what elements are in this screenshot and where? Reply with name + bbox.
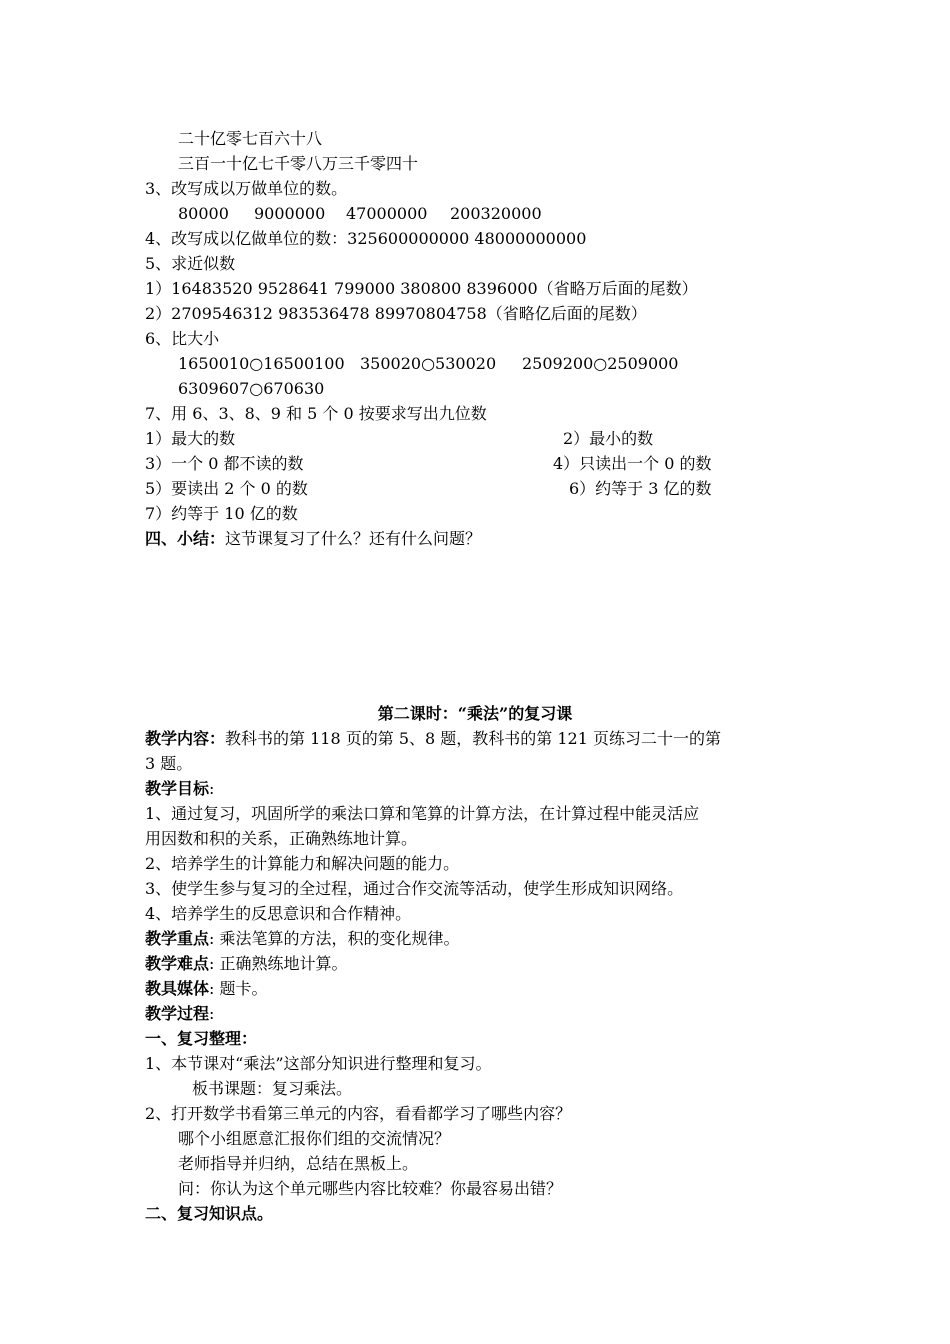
difficulty-label: 教学难点 — [145, 954, 210, 973]
question-5-1: 1）16483520 9528641 799000 380800 8396000（省略万后面的尾数） — [145, 279, 698, 298]
number-item: 9000000 — [254, 204, 326, 223]
question-7-3: 3）一个 0 都不读的数 — [145, 454, 304, 473]
section-1-heading: 一、复习整理： — [145, 1029, 258, 1048]
question-7-2: 2）最小的数 — [563, 429, 654, 448]
question-7-4: 4）只读出一个 0 的数 — [553, 454, 712, 473]
question-6-items — [178, 353, 678, 377]
text-line: 二十亿零七百六十八 — [178, 129, 323, 148]
compare-item: 1650010○16500100 — [178, 354, 345, 373]
goal-label: 教学目标 — [145, 779, 210, 798]
process-colon: : — [209, 1004, 215, 1023]
key-point-line — [145, 928, 460, 952]
step-2-detail: 哪个小组愿意汇报你们组的交流情况？ — [178, 1129, 451, 1148]
step-2-detail: 老师指导并归纳，总结在黑板上。 — [178, 1154, 419, 1173]
content-text-cont: 3 题。 — [145, 754, 193, 773]
step-1-detail: 板书课题：复习乘法。 — [192, 1079, 353, 1098]
content-line — [145, 728, 721, 752]
question-7-5: 5）要读出 2 个 0 的数 — [145, 479, 308, 498]
summary-text: 这节课复习了什么？还有什么问题？ — [225, 529, 482, 548]
text-line: 三百一十亿七千零八万三千零四十 — [178, 154, 419, 173]
question-4: 4、改写成以亿做单位的数：325600000000 48000000000 — [145, 229, 587, 248]
number-item: 47000000 — [346, 204, 428, 223]
number-item: 200320000 — [450, 204, 542, 223]
content-text: 教科书的第 118 页的第 5、8 题，教科书的第 121 页练习二十一的第 — [225, 729, 721, 748]
question-3-numbers — [178, 203, 542, 227]
difficulty-line — [145, 953, 348, 977]
question-6: 6、比大小 — [145, 329, 220, 348]
media-label: 教具媒体 — [145, 979, 210, 998]
compare-item: 6309607○670630 — [178, 379, 325, 398]
summary-line — [145, 528, 481, 552]
goal-1: 1、通过复习，巩固所学的乘法口算和笔算的计算方法，在计算过程中能灵活应 — [145, 804, 700, 823]
question-5: 5、求近似数 — [145, 254, 236, 273]
compare-item: 2509200○2509000 — [522, 354, 679, 373]
key-label: 教学重点 — [145, 929, 210, 948]
media-line — [145, 978, 268, 1002]
media-text: : 题卡。 — [209, 979, 268, 998]
goal-1-cont: 用因数和积的关系，正确熟练地计算。 — [145, 829, 418, 848]
compare-item: 350020○530020 — [360, 354, 497, 373]
summary-label: 四、小结： — [145, 529, 226, 548]
difficulty-text: : 正确熟练地计算。 — [209, 954, 348, 973]
question-7-7: 7）约等于 10 亿的数 — [145, 504, 298, 523]
goal-3: 3、使学生参与复习的全过程，通过合作交流等活动，使学生形成知识网络。 — [145, 879, 684, 898]
goal-2: 2、培养学生的计算能力和解决问题的能力。 — [145, 854, 460, 873]
number-item: 80000 — [178, 204, 229, 223]
goal-heading — [145, 778, 214, 802]
question-5-2: 2）2709546312 983536478 89970804758（省略亿后面的尾数） — [145, 304, 647, 323]
lesson-title: 第二课时：“乘法”的复习课 — [377, 704, 573, 723]
goal-colon: : — [209, 779, 215, 798]
process-heading — [145, 1003, 214, 1027]
section-2-heading: 二、复习知识点。 — [145, 1204, 274, 1223]
question-7-1: 1）最大的数 — [145, 429, 236, 448]
content-label: 教学内容： — [145, 729, 226, 748]
step-1: 1、本节课对“乘法”这部分知识进行整理和复习。 — [145, 1054, 492, 1073]
question-7-6: 6）约等于 3 亿的数 — [569, 479, 712, 498]
key-text: : 乘法笔算的方法，积的变化规律。 — [209, 929, 460, 948]
question-3: 3、改写成以万做单位的数。 — [145, 179, 348, 198]
goal-4: 4、培养学生的反思意识和合作精神。 — [145, 904, 412, 923]
question-7: 7、用 6、3、8、9 和 5 个 0 按要求写出九位数 — [145, 404, 487, 423]
step-2: 2、打开数学书看第三单元的内容，看看都学习了哪些内容？ — [145, 1104, 572, 1123]
process-label: 教学过程 — [145, 1004, 210, 1023]
step-2-detail: 问：你认为这个单元哪些内容比较难？你最容易出错？ — [178, 1179, 563, 1198]
